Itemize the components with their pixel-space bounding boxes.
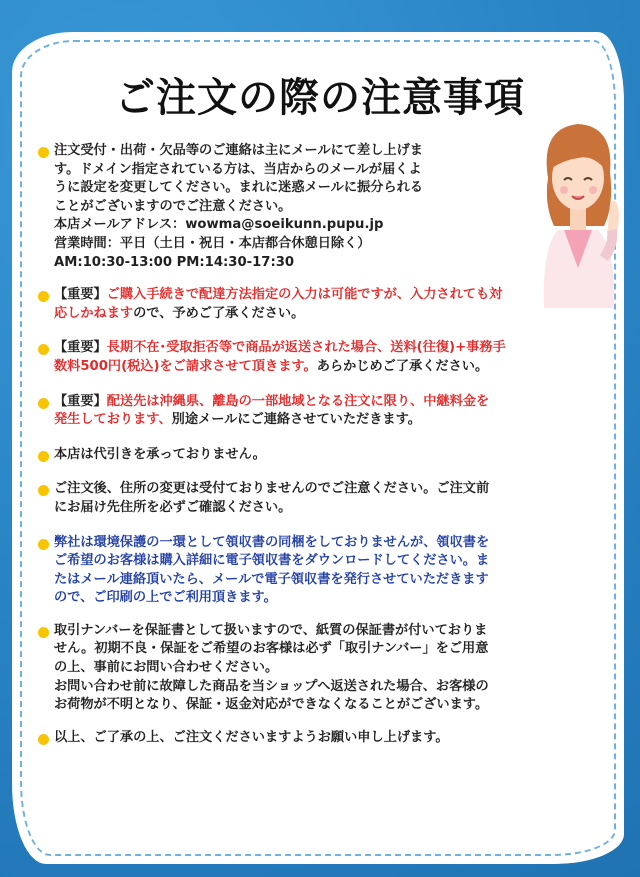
note-delivery-method <box>38 286 612 323</box>
bullet-icon <box>38 734 49 745</box>
warning-text: 配送先は沖縄県、離島の一部地域となる注文に限り、中継料金を <box>106 393 490 409</box>
note-remote-area-fee <box>38 393 612 430</box>
warning-text: ご購入手続きで配達方法指定の入力は可能ですが、入力されても対 <box>106 287 503 303</box>
note-line: ご希望のお客様は購入詳細に電子領収書をダウンロードしてください。ま <box>54 553 490 569</box>
note-line: 弊社は環境保護の一環として領収書の同梱をしておりませんが、領収書を <box>54 534 490 550</box>
bullet-icon <box>38 291 49 302</box>
bullet-icon <box>38 398 49 409</box>
warning-text: 応しかねます <box>54 305 134 321</box>
bullet-icon <box>38 451 49 462</box>
note-return-fee <box>38 339 612 376</box>
note-electronic-receipt <box>38 534 612 608</box>
warning-text: 発生しております、 <box>54 412 172 428</box>
note-no-cod <box>38 446 612 465</box>
note-warranty <box>38 622 612 715</box>
note-line: 本店は代引きを承っておりません。 <box>54 446 266 462</box>
note-line: す。ドメイン指定されている方は、当店からのメールが届くよ <box>54 161 422 177</box>
note-line: せん。初期不良・保証をご希望のお客様は必ず「取引ナンバー」をご用意 <box>54 641 489 657</box>
note-text: あらかじめご了承ください。 <box>316 358 489 374</box>
bullet-icon <box>38 485 49 496</box>
note-line: うに設定を変更してください。まれに迷惑メールに振分られる <box>54 180 423 196</box>
note-closing <box>38 729 612 748</box>
important-tag: 【重要】 <box>54 287 107 303</box>
page-title: ご注文の際の注意事項 <box>115 75 525 121</box>
note-text: ので、予めご了承ください。 <box>133 305 305 321</box>
note-line: お荷物が不明となり、保証・返金対応ができなくなることがございます。 <box>54 697 489 713</box>
note-line: ことがございますのでご注意ください。 <box>54 198 292 214</box>
note-line: 注文受付・出荷・欠品等のご連絡は主にメールにて差し上げま <box>54 143 423 158</box>
important-tag: 【重要】 <box>54 340 107 356</box>
bullet-icon <box>38 539 49 550</box>
important-tag: 【重要】 <box>54 393 107 409</box>
business-hours: 営業時間：平日（土日・祝日・本店都合休憩日除く） <box>54 235 371 251</box>
warning-text: 長期不在･受取拒否等で商品が返送された場合、送料(往復)+事務手 <box>106 340 506 356</box>
bullet-icon <box>38 344 49 355</box>
bullet-icon <box>38 627 49 638</box>
warning-text: 数料500円(税込)をご請求させて頂きます。 <box>54 358 317 374</box>
note-line: の上、事前にお問い合わせください。 <box>54 660 279 676</box>
note-line: お問い合わせ前に故障した商品を当ショップへ返送された場合、お客様の <box>54 678 489 694</box>
store-email: 本店メールアドレス：wowma@soeikunn.pupu.jp <box>54 217 384 233</box>
business-times: AM:10:30-13:00 PM:14:30-17:30 <box>54 254 295 270</box>
notes-list <box>38 142 612 747</box>
note-line: にお届け先住所を必ずご確認ください。 <box>54 499 292 515</box>
note-line: ご注文後、住所の変更は受付ておりませんのでご注意ください。ご注文前 <box>54 481 490 497</box>
note-line: ので、ご印刷の上でご利用頂きます。 <box>54 590 277 606</box>
note-address-change <box>38 480 612 517</box>
note-text: 別途メールにご連絡させていただきます。 <box>171 412 421 428</box>
bullet-icon <box>38 147 49 158</box>
note-line: 以上、ご了承の上、ご注文くださいますようお願い申し上げます。 <box>54 729 449 745</box>
note-line: たはメール連絡頂いたら、メールで電子領収書を発行させていただきます <box>54 571 489 587</box>
note-line: 取引ナンバーを保証書として扱いますので、紙質の保証書が付いておりま <box>54 622 488 638</box>
note-order-contact <box>38 142 524 272</box>
